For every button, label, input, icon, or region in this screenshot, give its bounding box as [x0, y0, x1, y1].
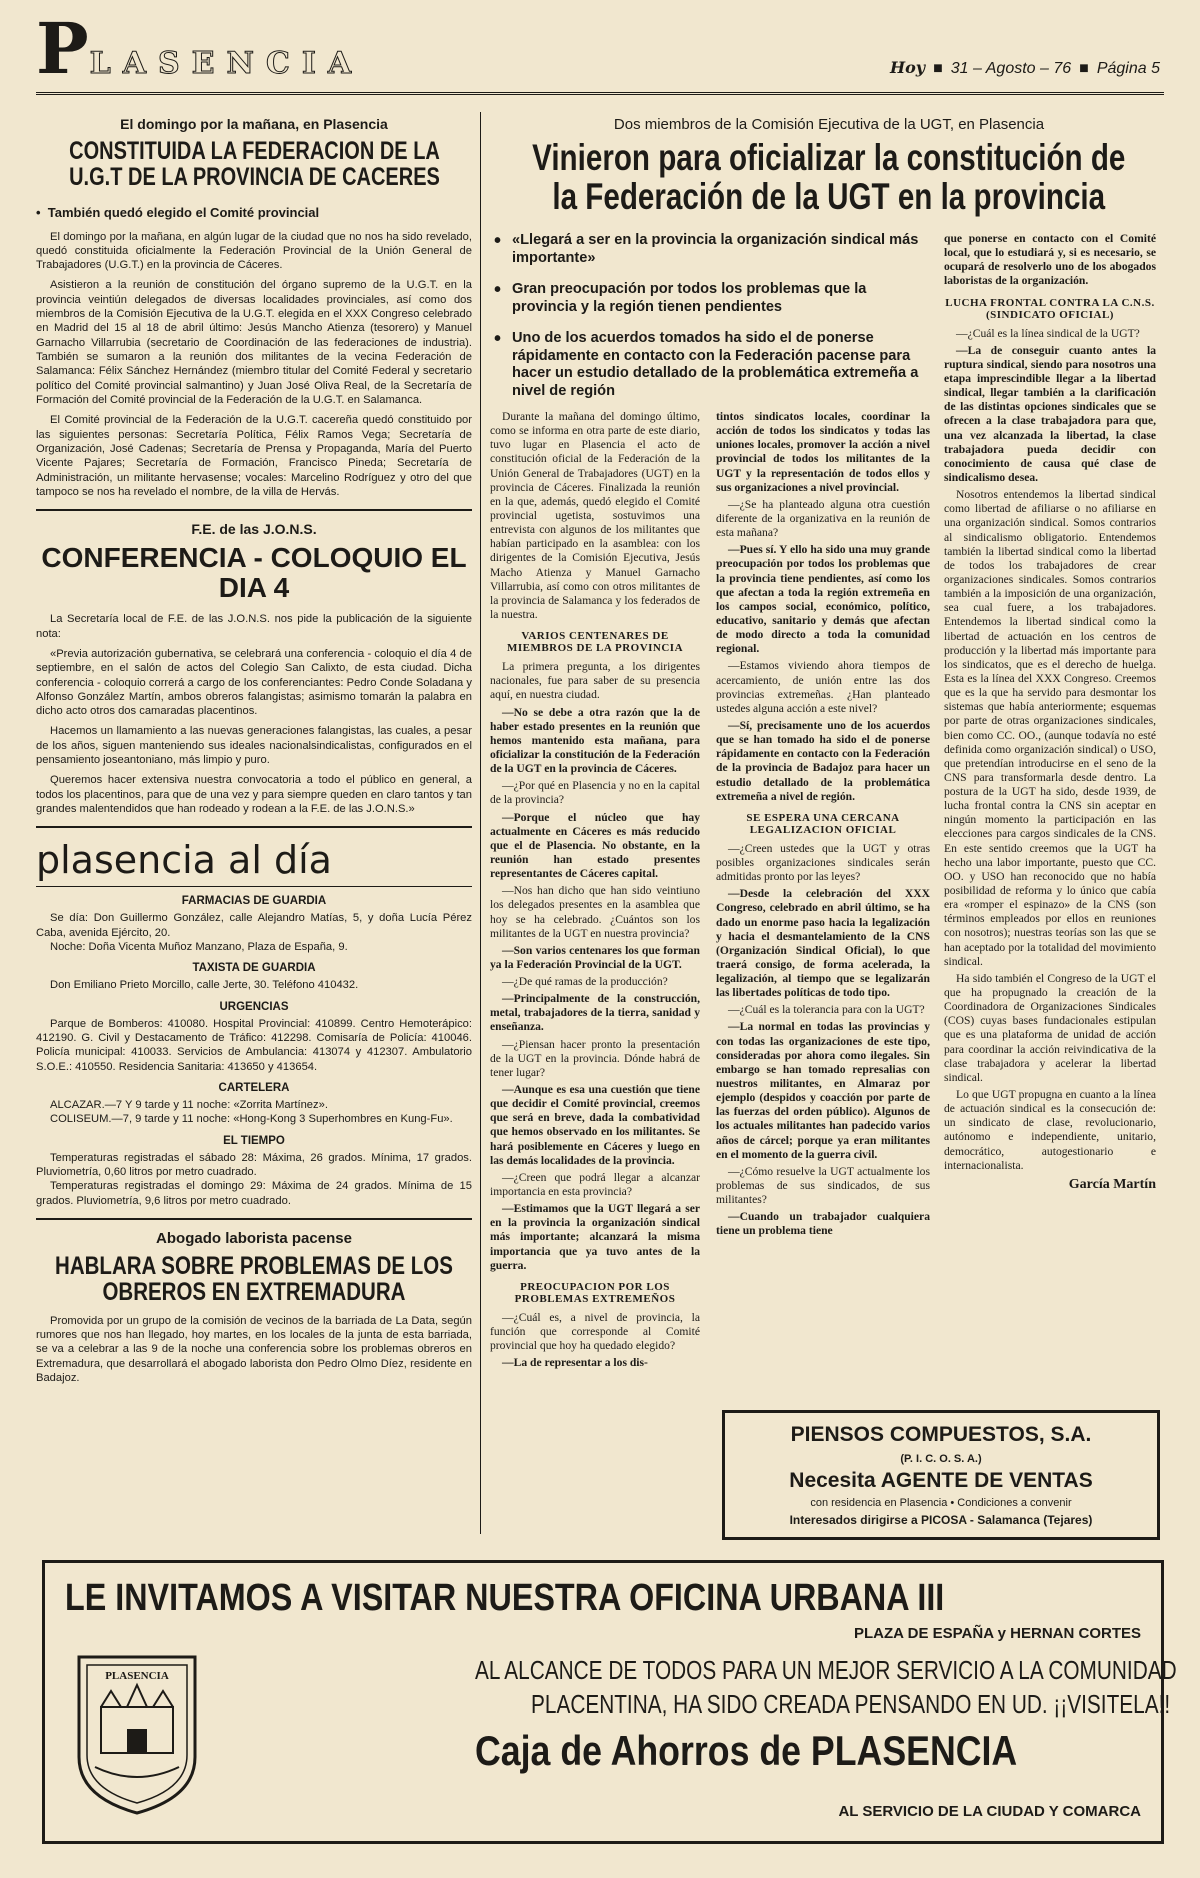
federacion-kicker: El domingo por la mañana, en Plasencia — [120, 116, 388, 132]
caja-name: Caja de Ahorros de PLASENCIA — [475, 1727, 1018, 1774]
abogado-headline-1: HABLARA SOBRE PROBLEMAS DE LOS — [55, 1252, 453, 1281]
abogado-headline — [36, 1253, 472, 1306]
federacion-headline-1: CONSTITUIDA LA FEDERACION DE LA — [68, 137, 440, 165]
ugt-headline-1: Vinieron para oficializar la constitución de — [532, 137, 1126, 178]
seal-label: PLASENCIA — [105, 1670, 169, 1682]
ugt-column-a — [490, 410, 700, 1373]
ugt-sub-a: VARIOS CENTENARES DE MIEMBROS DE LA PROVINCIA — [506, 630, 684, 655]
ugt-a2-p: —Son varios centenares los que forman ya la Federación Provincial de la UGT. — [490, 943, 700, 971]
caja-line2: PLACENTINA, HA SIDO CREADA PENSANDO EN UD. ¡¡VISITELA!! — [531, 1689, 1171, 1719]
taxista-text: Don Emiliano Prieto Morcillo, calle Jerte, 30. Teléfono 410432. — [50, 979, 359, 992]
federacion-bullet-text: También quedó elegido el Comité provincial — [47, 204, 320, 220]
federacion-p1: El domingo por la mañana, en algún lugar de la ciudad que no nos ha sido revelado, quedó constituida oficialmente la Federación Provincial de la Unión General de Trabajadores (U.G.T.) en la provincia de Cáceres. — [36, 230, 472, 272]
ugt-a2-p: —Principalmente de la construcción, metal, trabajadores de la tierra, sanidad y enseñanza. — [490, 992, 700, 1034]
piensos-line2: Interesados dirigirse a PICOSA - Salamanca (Tejares) — [789, 1513, 1093, 1527]
conferencia-headline — [36, 543, 472, 602]
abogado-kicker: Abogado laborista pacense — [156, 1230, 352, 1248]
tiempo-domingo: Temperaturas registradas el domingo 29: Máxima de 24 grados. Mínima de 15 grados. Pluviometría, 9,6 litros por metro cuadrado. — [36, 1180, 472, 1207]
abogado-text: Promovida por un grupo de la comisión de vecinos de la barriada de La Data, según rumores que nos han llegado, hoy martes, en los locales de la junta de esta barriada, se va a celebrar a las 9 de la noche una conferencia sobre los problemas obreros en Extremadura, que desarrollará el abogado laborista don Pedro Olmo Díez, residente en Badajoz. — [36, 1314, 472, 1384]
ugt-a2-p: —¿Creen que podrá llegar a alcanzar importancia en esta provincia? — [490, 1170, 700, 1199]
ugt-c2-p: Ha sido también el Congreso de la UGT el que ha propugnado la creación de la Coordinadora de Organizaciones Sindicales (COS) cuyas bases fundacionales estipulan que es una plataforma de unidad de acción para coordinar la acción reivindicativa de la clase trabajadora y acelerar la libertad sindical. — [944, 971, 1156, 1084]
ugt-column-b — [716, 410, 930, 1242]
ugt-b2-p: —¿Creen ustedes que la UGT y otras posibles organizaciones sindicales serán admitidas pronto por las leyes? — [716, 841, 930, 884]
ugt-a-p: Durante la mañana del domingo último, como se informa en otra parte de este diario, tuvo lugar en Plasencia el acto de constitución oficial de la Federación de la Unión General de Trabajadores (UGT) en la provincia de Cáceres. Finalizada la reunión en la que, además, quedó elegido el Comité provincial ugetista, sostuvimos una entrevista con algunos de los militantes que habían participado en la asamblea: con los dirigentes de la Comisión Ejecutiva, Jesús Macho Atienza y Manuel Garnacho Villarrubia, así como con otros militantes de la provincia de Salamanca y los federados de la nuestra. — [490, 410, 700, 621]
conferencia-kicker: F.E. de las J.O.N.S. — [191, 521, 317, 538]
divider — [36, 826, 472, 828]
abogado-headline-2: OBREROS EN EXTREMADURA — [102, 1278, 406, 1307]
ugt-c2-p: Lo que UGT propugna en cuanto a la línea de actuación sindical es la consecución de: un sindicato de clase, revolucionario, autónomo e independiente, unitario, democrático, autogestionario e internacionalista. — [944, 1088, 1156, 1172]
urgencias-title: URGENCIAS — [219, 1000, 289, 1013]
federacion-bullet: • También quedó elegido el Comité provincial — [36, 204, 320, 220]
ugt-a2-p: —No se debe a otra razón que la de haber estado presentes en la reunión que hemos mantenido esta mañana, para oficializar la constitución de la Federación de la UGT en la provincia de Cáceres. — [490, 705, 700, 776]
conferencia-headline-1: CONFERENCIA - COLOQUIO EL — [41, 542, 467, 574]
caja-ad — [42, 1560, 1177, 1844]
plasencia-seal-icon — [71, 1647, 203, 1817]
federacion-p3: El Comité provincial de la Federación de la U.G.T. cacereña quedó constituido por las siguientes personas: Secretaría Política, Félix Ramos Vega; Secretaría de Organización, José Cadenas; Secretaría de Prensa y Propaganda, María del Puerto Vicente Pajares; Secretaría de Formación, Francisco Pineda; Secretaría de Administración, un militante hervasense; vocales: Marcelino Rodríguez y otro del que tampoco se nos ha revelado el nombre, de la villa de Hervás. — [36, 414, 472, 499]
ugt-sub-c: SE ESPERA UNA CERCANA LEGALIZACION OFICIAL — [746, 811, 900, 836]
conferencia-p1: La Secretaría local de F.E. de las J.O.N.S. nos pide la publicación de la siguiente nota: — [36, 613, 472, 640]
ugt-article — [490, 110, 1168, 217]
divider — [36, 1218, 472, 1220]
ugt-bullet-2: • Gran preocupación por todos los problemas que la provincia y la región tienen pendientes — [490, 281, 930, 316]
title-rest: LASENCIA — [89, 46, 364, 81]
cartelera-title: CARTELERA — [218, 1082, 290, 1095]
ugt-a3-p: —¿Cuál es, a nivel de provincia, la función que corresponde al Comité provincial que hoy ha quedado elegido? — [490, 1310, 700, 1353]
conferencia-p3: Hacemos un llamamiento a las nuevas generaciones falangistas, las cuales, a pesar de los años, siguen manteniendo sus ideales nacionalsindicalistas, configurados en el pensamiento joseantoniano, más limpio y puro. — [36, 725, 472, 767]
ugt-b-p: —Sí, precisamente uno de los acuerdos que se han tomado ha sido el de ponerse rápidamente en contacto con la Federación de la provincia de Badajoz para hacer un estudio detallado de la problemática extremeña a nivel de región. — [716, 718, 930, 803]
title-initial: P — [36, 7, 90, 90]
farmacias-night: Noche: Doña Vicenta Muñoz Manzano, Plaza de España, 9. — [50, 941, 348, 954]
masthead-title — [36, 7, 364, 101]
piensos-abbr: (P. I. C. O. S. A.) — [900, 1453, 982, 1465]
tiempo-title: EL TIEMPO — [223, 1134, 285, 1147]
ugt-b-p: —Pues sí. Y ello ha sido una muy grande preocupación por todos los problemas que la provincia tiene pendientes, así como los que afectan a toda la región extremeña en los campos social, económico, político, educativo, sanitario y demás que afectan de modo directo a toda la comunidad regional. — [716, 543, 930, 656]
ugt-b2-p: —¿Cómo resuelve la UGT actualmente los problemas de sus sindicados, de sus militantes? — [716, 1164, 930, 1207]
ugt-a2-p: —¿Por qué en Plasencia y no en la capital de la provincia? — [490, 779, 700, 807]
column-divider — [480, 112, 481, 1534]
piensos-ad — [722, 1410, 1160, 1540]
ugt-a2-p: —¿Piensan hacer pronto la presentación de la UGT en la provincia. Dónde habrá de tener lugar? — [490, 1037, 700, 1079]
ugt-sub-d: LUCHA FRONTAL CONTRA LA C.N.S. (SINDICATO OFICIAL) — [945, 296, 1155, 321]
date: 31 – Agosto – 76 — [950, 60, 1072, 77]
cartelera-alcazar: ALCAZAR.—7 Y 9 tarde y 11 noche: «Zorrita Martínez». — [50, 1099, 328, 1112]
ugt-b2-p: —Cuando un trabajador cualquiera tiene un problema tiene — [716, 1210, 930, 1238]
ugt-b2-p: —Desde la celebración del XXX Congreso, celebrado en abril último, se ha dado un enorme paso hacia la legalización y hacia el desmantelamiento de la CNS (Organización Sindical Oficial), lo que traerá consigo, de forma acelerada, la legalización, al tiempo que se legalizarán las libertades políticas de todo tipo. — [716, 887, 930, 1000]
ugt-c2-p: —La de conseguir cuanto antes la ruptura sindical, siendo para nosotros una etapa imprescindible llegar a la libertad sindical, llegar también a la clarificación de las distintas opciones sindicales que se ofrecen a la clase trabajadora para que, una vez alcanzada la libertad, la clase trabajadora pueda decidir con conocimiento de causa qué clase de sindicalismo desea. — [944, 343, 1156, 484]
masthead — [36, 8, 1164, 95]
piensos-line1: con residencia en Plasencia • Condiciones a convenir — [810, 1497, 1072, 1509]
ugt-b-p: —Estamos viviendo ahora tiempos de acercamiento, de unión entre las dos provincias extremeñas. ¿Han planteado ustedes alguna acción a este nivel? — [716, 659, 930, 715]
federacion-headline-2: U.G.T DE LA PROVINCIA DE CACERES — [68, 163, 440, 192]
ugt-a3-p: —La de representar a los dis- — [502, 1356, 648, 1370]
ugt-c2-p: Nosotros entendemos la libertad sindical como libertad de afiliarse o no afiliarse en una organización sindical. Somos contrarios al sindicalismo obligatorio. Entendemos también la libertad sindical como la libertad de todos los trabajadores de crear organizaciones sindicales. Somos contrarios también a la imposición de una organización, sea cual fuere, a los trabajadores. Entendemos la libertad sindical como la libertad de actuación en los centros de producción y la libertad más importante para los sindicatos, que es el derecho de huelga. Esta es la línea del XXX Congreso. Creemos que es la que ha servido para desmontar los sistemas que había anteriormente; esquemas por parte de otras organizaciones sindicales, bien como CC. OO., (aunque todavía no esté definida como organización sindical) o USO, que pretendían introducirse en el seno de la CNS para transformarla desde dentro. La postura de la UGT ha sido, desde 1939, de lucha frontal contra la CNS sin aceptar en ningún momento la participación en las elecciones para cargos sindicales de la CNS. En este sentido creemos que la UGT ha hecho una labor importante, puesto que CC. OO. y USO han reconocido que no había posibilidad de reforma y lo único que cabía era «romper el espinazo» de la CNS (son términos empleados por ellos en reuniones con nosotros); nuestras teorías son las que se han aceptado por la totalidad del movimiento sindical. — [944, 488, 1156, 968]
farmacias-title: FARMACIAS DE GUARDIA — [181, 895, 327, 908]
cartelera-coliseum: COLISEUM.—7, 9 tarde y 11 noche: «Hong-Kong 3 Superhombres en Kung-Fu». — [50, 1113, 453, 1126]
tiempo-sabado: Temperaturas registradas el sábado 28: Máxima, 26 grados. Mínima, 17 grados. Pluviometría, 0,60 litros por metro cuadrado. — [36, 1151, 472, 1179]
ugt-bullets — [490, 232, 930, 414]
caja-line1: AL ALCANCE DE TODOS PARA UN MEJOR SERVICIO A LA COMUNIDAD — [475, 1655, 1177, 1685]
ugt-a2-p: —Estimamos que la UGT llegará a ser en la provincia la organización sindical más importante; alcanzará la misma importancia que ya tuvo antes de la guerra. — [490, 1202, 700, 1272]
ugt-b-p: tintos sindicatos locales, coordinar la acción de todos los sindicatos y todas las uniones locales, promover la acción a nivel provincial de todos los militantes de la UGT y la representación de todos ellos y sus organizaciones a nivel provincial. — [716, 410, 930, 494]
divider — [36, 886, 472, 887]
ugt-b-p: —¿Se ha planteado alguna otra cuestión diferente de la organizativa en la reunión de esta mañana? — [716, 497, 930, 540]
masthead-info: Hoy ■ 31 – Agosto – 76 ■ Página 5 — [890, 58, 1160, 77]
caja-headline: LE INVITAMOS A VISITAR NUESTRA OFICINA URBANA III — [65, 1577, 945, 1619]
caja-place: PLAZA DE ESPAÑA y HERNAN CORTES — [854, 1625, 1141, 1642]
caja-tagline: AL SERVICIO DE LA CIUDAD Y COMARCA — [838, 1803, 1141, 1820]
ugt-a2-p: —Aunque es esa una cuestión que tiene que decidir el Comité provincial, creemos que será en breve, dada la combatividad que hemos observado en los militantes. Se hará posiblemente en Cáceres y luego en las demás localidades de la provincia. — [490, 1083, 700, 1167]
ugt-a2-p: —¿De qué ramas de la producción? — [502, 975, 668, 989]
ugt-c-p: que ponerse en contacto con el Comité local, que lo estudiará y, si es necesario, se ocupará de resolverlo uno de los abogados laboristas de la organización. — [944, 232, 1156, 288]
ugt-sub-b: PREOCUPACION POR LOS PROBLEMAS EXTREMEÑOS — [514, 1280, 676, 1305]
ugt-headline — [490, 139, 1168, 217]
ugt-a2-p: —Nos han dicho que han sido veintiuno los delegados presentes en la asamblea que hoy se ha celebrado. ¿Cuántos son los militantes de la UGT en nuestra provincia? — [490, 884, 700, 940]
ugt-bullet-1: • «Llegará a ser en la provincia la organización sindical más importante» — [490, 232, 930, 267]
left-column — [36, 110, 472, 1391]
taxista-title: TAXISTA DE GUARDIA — [192, 962, 316, 975]
divider — [36, 509, 472, 511]
ugt-b2-p: —La normal en todas las provincias y con todas las organizaciones de este tipo, consideradas por ahora como ilegales. Sin embargo se han tomado represalias con nuestros militantes, en Almaraz por ejemplo (despidos y coacción por parte de las fuerzas del orden público). Algunos de los actuales militantes han padecido varios años de cárcel; porque ya eran militantes en el momento de la guerra civil. — [716, 1020, 930, 1161]
conferencia-headline-2: DIA 4 — [218, 571, 290, 603]
aldia-title: plasencia al día — [36, 838, 332, 883]
farmacias-day: Se día: Don Guillermo González, calle Alejandro Matías, 5, y doña Lucía Pérez Caba, avenida Ejército, 20. — [36, 912, 472, 939]
ugt-author: García Martín — [1068, 1176, 1156, 1192]
federacion-headline — [36, 138, 472, 191]
conferencia-p2: «Previa autorización gubernativa, se celebrará una conferencia - coloquio el día 4 de septiembre, en el salón de actos del Colegio San Calixto, de esta ciudad. Dicha conferencia - coloquio correrá a cargo de los conferenciantes: Pedro Conde Soladana y Alfonso González Martín, ambos obreros falangistas; asimismo tomarán la palabra en dicho acto otros dos camaradas placentinos. — [36, 647, 472, 718]
ugt-kicker: Dos miembros de la Comisión Ejecutiva de la UGT, en Plasencia — [613, 116, 1045, 133]
page-number: Página 5 — [1096, 60, 1160, 77]
ugt-b2-p: —¿Cuál es la tolerancia para con la UGT? — [728, 1003, 925, 1017]
ugt-c2-p: —¿Cuál es la línea sindical de la UGT? — [956, 326, 1140, 340]
ugt-bullet-3: • Uno de los acuerdos tomados ha sido el de ponerse rápidamente en contacto con la Federación pacense para hacer un estudio detallado de la problemática extremeña a nivel de región — [490, 330, 930, 400]
piensos-title: PIENSOS COMPUESTOS, S.A. — [790, 1423, 1092, 1446]
hoy-logo: Hoy — [890, 58, 926, 77]
conferencia-p4: Queremos hacer extensiva nuestra convocatoria a todo el público en general, a todos los placentinos, para que de una vez y para siempre queden en claro tantos y tan grandes malentendidos que han rodeado y rodean a la F.E. de las J.O.N.S.» — [36, 774, 472, 816]
piensos-need: Necesita AGENTE DE VENTAS — [789, 1469, 1093, 1492]
urgencias-text: Parque de Bomberos: 410080. Hospital Provincial: 410899. Centro Hemoterápico: 412190. G. Civil y Destacamento de Tráfico: 412298. Comisaría de Policía: 410046. Policía municipal: 410033. Servicios de Ambulancia: 413074 y 412307. Ambulatorio S.O.E.: 410550. Residencia Sanitaria: 413650 y 413654. — [36, 1017, 472, 1073]
ugt-a2-p: La primera pregunta, a los dirigentes nacionales, fue para saber de su presencia aquí, en nuestra ciudad. — [490, 660, 700, 702]
ugt-a2-p: —Porque el núcleo que hay actualmente en Cáceres es más reducido que el de Plasencia. No obstante, en la reunión han estado presentes representantes de Cáceres capital. — [490, 810, 700, 881]
federacion-p2: Asistieron a la reunión de constitución del órgano supremo de la U.G.T. en la provincia veintiún delegados de diversas localidades provinciales, así como dos miembros de la Comisión Ejecutiva de la U.G.T. elegida en el XXX Congreso celebrado en Madrid del 15 al 18 de abril último: Jesús Mancho Atienza (tesorero) y Manuel Garnacho Villarrubia (secretario de Coordinación de las federaciones de industria). También se sumaron a la reunión dos militantes de la vecina Federación de Salamanca: Félix Sánchez Hernández (miembro titular del Comité Federal y secretario político del Comité provincial salmantino) y Juan José Oliva Real, de la Secretaría de Formación del Comité provincial de la Federación de la U.G.T. en Salamanca. — [36, 279, 472, 407]
ugt-column-c — [944, 232, 1156, 1193]
ugt-headline-2: la Federación de la UGT en la provincia — [552, 175, 1106, 217]
